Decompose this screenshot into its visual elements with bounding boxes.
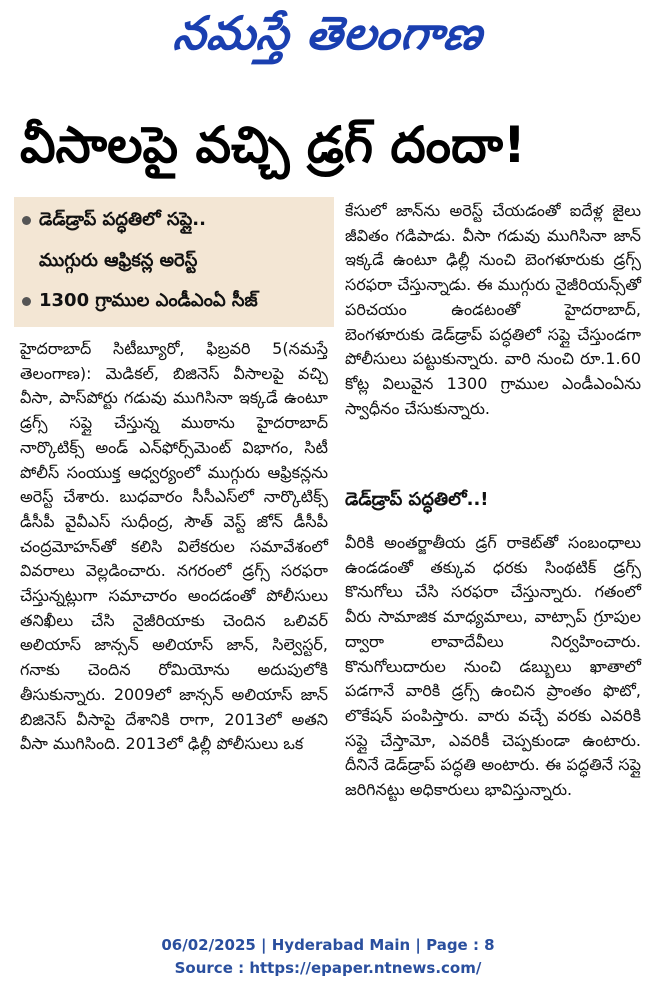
article-body-left: హైదరాబాద్ సిటీబ్యూరో, ఫిబ్రవరి 5(నమస్తే తెలంగాణ): మెడికల్, బిజినెస్ వీసాలపై వచ్చి వీసా, పాస్‌పోర్టు గడువు ముగిసినా ఇక్కడే ఉంటూ డ్రగ్స్ సప్లై చేస్తున్న ముఠాను హైదరాబాద్ నార్కొటిక్స్ అండ్ ఎన్‌ఫోర్స్‌మెంట్ విభాగం, సిటీ పోలీస్ సంయుక్త ఆధ్వర్యంలో ముగ్గురు ఆఫ్రికన్లను అరెస్ట్ చేశారు. బుధవారం సీసీఎస్‌లో నార్కొటిక్స్ డీసీపీ వైవీఎస్ సుధీంద్ర, సౌత్ వెస్ట్ జోన్ డీసీపీ చంద్రమోహన్‌తో కలిసి విలేకరుల సమావేశంలో వివరాలు వెల్లడించారు. నగరంలో డ్రగ్స్ సరఫరా చేస్తున్నట్లుగా సమాచారం అందడంతో పోలీసులు తనిఖీలు చేసి నైజీరియాకు చెందిన ఒలివర్ అలియాస్ జాన్సన్ అలియాస్ జాన్, సిల్వెస్టర్, గనాకు చెందిన రోమియోను అదుపులోకి తీసుకున్నారు. 2009లో జాన్సన్ అలియాస్ జాన్ బిజినెస్ వీసాపై దేశానికి రాగా, 2013లో అతని వీసా ముగిసింది. 2013లో ఢిల్లీ పోలీసులు ఒక (20, 339, 328, 754)
article-body-right-2: వీరికి అంతర్జాతీయ డ్రగ్ రాకెట్‌తో సంబంధాలు ఉండడంతో తక్కువ ధరకు సింథటిక్ డ్రగ్స్ కొనుగోలు చేసి సరఫరా చేస్తున్నారు. గతంలో వీరు సామాజిక మాధ్యమాలు, వాట్సాప్ గ్రూపుల ద్వారా లావాదేవీలు నిర్వహించారు. కొనుగోలుదారుల నుంచి డబ్బులు ఖాతాలో పడగానే వారికి డ్రగ్స్ ఉంచిన ప్రాంతం ఫొటో, లొకేషన్ పంపిస్తారు. వారు వచ్చే వరకు ఎవరికి సప్లై చేస్తామో, ఎవరికీ చెప్పకుండా ఉంటారు. దీనినే డెడ్‌డ్రాప్ పద్ధతి అంటారు. ఈ పద్ధతినే సప్లై జరిగినట్టు అధికారులు భావిస్తున్నారు. (345, 533, 641, 800)
bullet-icon (22, 297, 31, 306)
footer-date-page: 06/02/2025 | Hyderabad Main | Page : 8 (161, 936, 495, 954)
highlights-box (14, 197, 334, 327)
bullet-item-1: డెడ్‌డ్రాప్ పద్ధతిలో సప్లై.. (22, 209, 206, 234)
bullet-item-2: ముగ్గురు ఆఫ్రికన్ల అరెస్ట్ (39, 250, 198, 271)
article-headline: వీసాలపై వచ్చి డ్రగ్ దందా! (20, 116, 526, 174)
bullet-icon (22, 216, 31, 225)
masthead (0, 6, 656, 76)
article-subhead: డెడ్‌డ్రాప్ పద్ధతిలో..! (345, 489, 489, 510)
newspaper-title: నమస్తే తెలంగాణ (171, 6, 487, 60)
article-body-right: కేసులో జాన్‌ను అరెస్ట్ చేయడంతో ఐదేళ్ల జైలు జీవితం గడిపాడు. వీసా గడువు ముగిసినా జాన్ ఇక్కడే ఉంటూ ఢిల్లీ నుంచి బెంగళూరుకు డ్రగ్స్ సరఫరా చేస్తున్నాడు. ఈ ముగ్గురు నైజీరియన్స్‌తో పరిచయం ఉండటంతో హైదరాబాద్, బెంగళూరుకు డెడ్‌డ్రాప్ పద్ధతిలో సప్లై చేస్తుండగా పోలీసులు పట్టుకున్నారు. వారి నుంచి రూ.1.60 కోట్ల విలువైన 1300 గ్రాముల ఎండీఎంఏను స్వాధీనం చేసుకున్నారు. (345, 201, 641, 418)
bullet-item-3: 1300 గ్రాముల ఎండీఎంఏ సీజ్ (22, 290, 258, 315)
footer-source-link[interactable]: Source : https://epaper.ntnews.com/ (174, 959, 482, 977)
